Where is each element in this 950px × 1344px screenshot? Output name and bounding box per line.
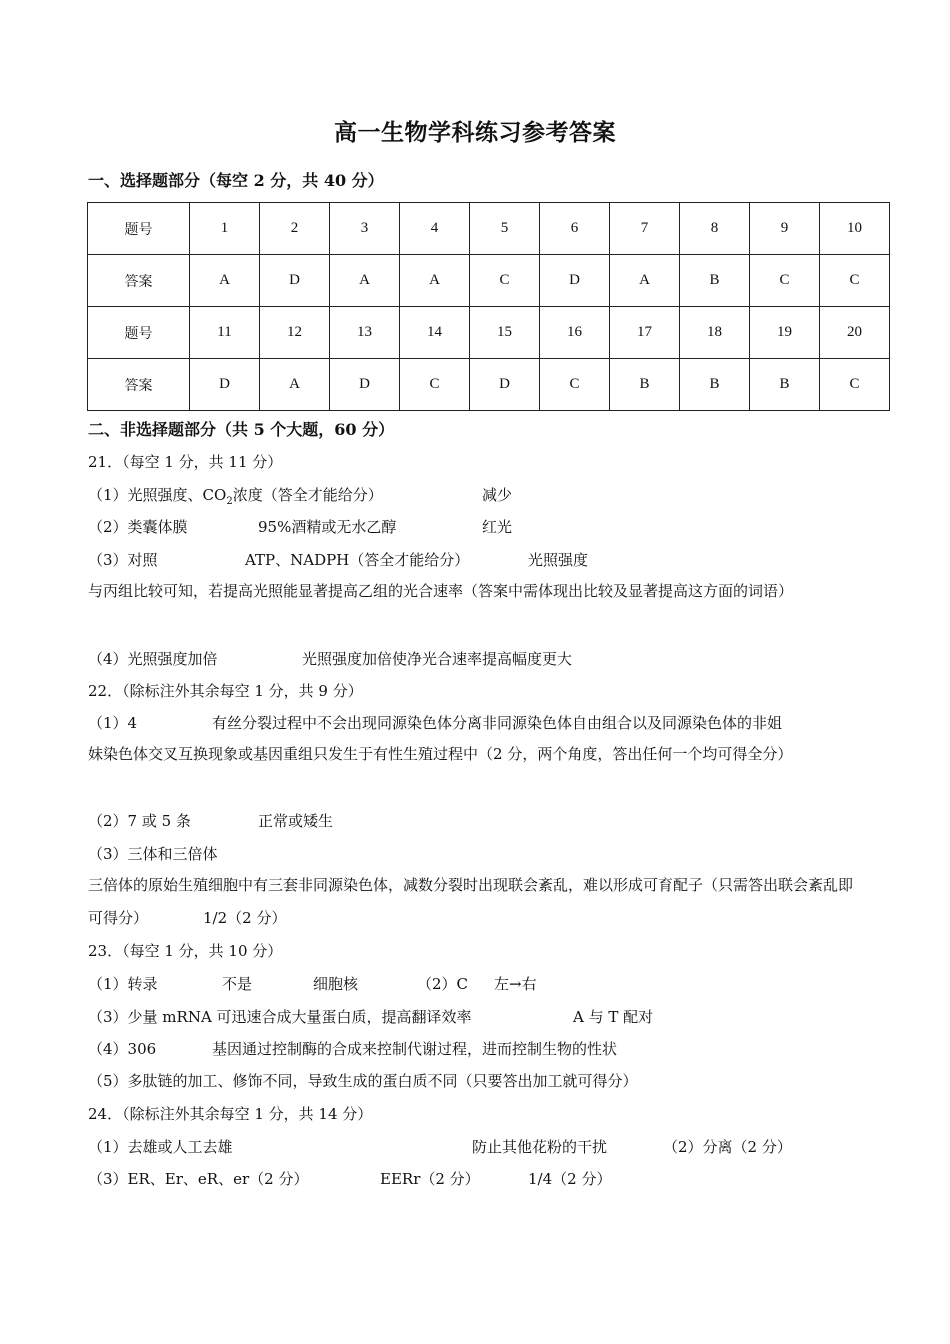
answer-cell: A [190,255,260,307]
answer-text: ATP、NADPH（答全才能给分） [245,551,470,569]
answer-text: （4）光照强度加倍 [88,650,218,668]
question-number: 16 [540,307,610,359]
question-number: 18 [680,307,750,359]
answer-text: （2）分离（2 分） [663,1138,792,1156]
answer-text: （1）光照强度、$CO_2$浓度（答全才能给分） [88,486,383,507]
table-header-cell: 题号 [88,307,190,359]
q22-line-3: （3）三体和三倍体 [88,845,218,863]
q23-line-5: （5）多肽链的加工、修饰不同，导致生成的蛋白质不同（只要答出加工就可得分） [88,1072,638,1090]
answer-cell: A [260,359,330,411]
answer-text: EERr（2 分） [380,1170,480,1188]
q22-heading: 22．（除标注外其余每空 1 分，共 9 分） [88,682,363,700]
q21-paragraph: 与丙组比较可知，若提高光照能显著提高乙组的光合速率（答案中需体现出比较及显著提高这方面的词语） [88,582,794,600]
answer-text: （2）C [417,975,469,993]
answer-cell: C [470,255,540,307]
table-row [88,255,890,307]
answer-text: 1/4（2 分） [528,1170,612,1188]
answer-cell: A [400,255,470,307]
answer-cell: A [610,255,680,307]
answer-text: （1）转录 [88,975,158,993]
answer-cell: B [680,255,750,307]
answer-text: 不是 [222,975,253,993]
q21-heading: 21．（每空 1 分，共 11 分） [88,453,283,471]
table-header-cell: 答案 [88,255,190,307]
answer-cell: B [680,359,750,411]
answer-cell: C [400,359,470,411]
question-number: 6 [540,203,610,255]
question-number: 1 [190,203,260,255]
section-nonchoice-heading: 二、非选择题部分（共 5 个大题，60 分） [88,420,395,439]
answer-text: 细胞核 [313,975,359,993]
answer-text: 有丝分裂过程中不会出现同源染色体分离非同源染色体自由组合以及同源染色体的非姐 [212,714,783,732]
answer-cell: C [750,255,820,307]
question-number: 5 [470,203,540,255]
answer-cell: B [750,359,820,411]
q23-heading: 23．（每空 1 分，共 10 分） [88,942,283,960]
q24-heading: 24．（除标注外其余每空 1 分，共 14 分） [88,1105,373,1123]
answer-text: 光照强度加倍使净光合速率提高幅度更大 [302,650,573,668]
answer-cell: D [470,359,540,411]
answer-text: （2）类囊体膜 [88,518,188,536]
question-number: 15 [470,307,540,359]
answer-cell: D [540,255,610,307]
question-number: 19 [750,307,820,359]
table-row [88,203,890,255]
question-number: 11 [190,307,260,359]
answer-text: （3）少量 mRNA 可迅速合成大量蛋白质，提高翻译效率 [88,1008,472,1026]
question-number: 4 [400,203,470,255]
answer-cell: D [190,359,260,411]
answer-text: 基因通过控制酶的合成来控制代谢过程，进而控制生物的性状 [212,1040,618,1058]
question-number: 3 [330,203,400,255]
answer-text: 光照强度 [528,551,589,569]
q22-continuation: 妹染色体交叉互换现象或基因重组只发生于有性生殖过程中（2 分，两个角度，答出任何一个均可得全分） [88,745,793,763]
answer-text: （4）306 [88,1040,157,1058]
question-number: 9 [750,203,820,255]
answer-text: 防止其他花粉的干扰 [472,1138,608,1156]
question-number: 20 [820,307,890,359]
question-number: 7 [610,203,680,255]
answer-text: 正常或矮生 [258,812,334,830]
table-header-cell: 答案 [88,359,190,411]
q22-paragraph: 三倍体的原始生殖细胞中有三套非同源染色体，减数分裂时出现联会紊乱，难以形成可育配子（只需答出联会紊乱即可得分） 1/2（2 分） [88,876,854,927]
question-number: 17 [610,307,680,359]
question-number: 12 [260,307,330,359]
table-row [88,307,890,359]
answer-text: 红光 [482,518,513,536]
table-header-cell: 题号 [88,203,190,255]
answer-text: 减少 [482,486,513,504]
answer-text: （3）对照 [88,551,158,569]
answer-cell: C [540,359,610,411]
question-number: 10 [820,203,890,255]
answer-text: （2）7 或 5 条 [88,812,191,830]
answer-text: A 与 T 配对 [573,1008,654,1026]
answer-text: 95%酒精或无水乙醇 [258,518,397,536]
question-number: 14 [400,307,470,359]
answer-text: （3）ER、Er、eR、er（2 分） [88,1170,309,1188]
answer-table [87,202,890,411]
question-number: 2 [260,203,330,255]
table-row [88,359,890,411]
answer-cell: D [260,255,330,307]
answer-cell: C [820,359,890,411]
answer-cell: A [330,255,400,307]
answer-cell: C [820,255,890,307]
page-title: 高一生物学科练习参考答案 [334,119,616,146]
section-choice-heading: 一、选择题部分（每空 2 分，共 40 分） [88,171,384,190]
answer-text: （1）去雄或人工去雄 [88,1138,233,1156]
answer-cell: D [330,359,400,411]
answer-text: （1）4 [88,714,138,732]
question-number: 8 [680,203,750,255]
answer-text: 左→右 [494,975,537,993]
question-number: 13 [330,307,400,359]
answer-cell: B [610,359,680,411]
